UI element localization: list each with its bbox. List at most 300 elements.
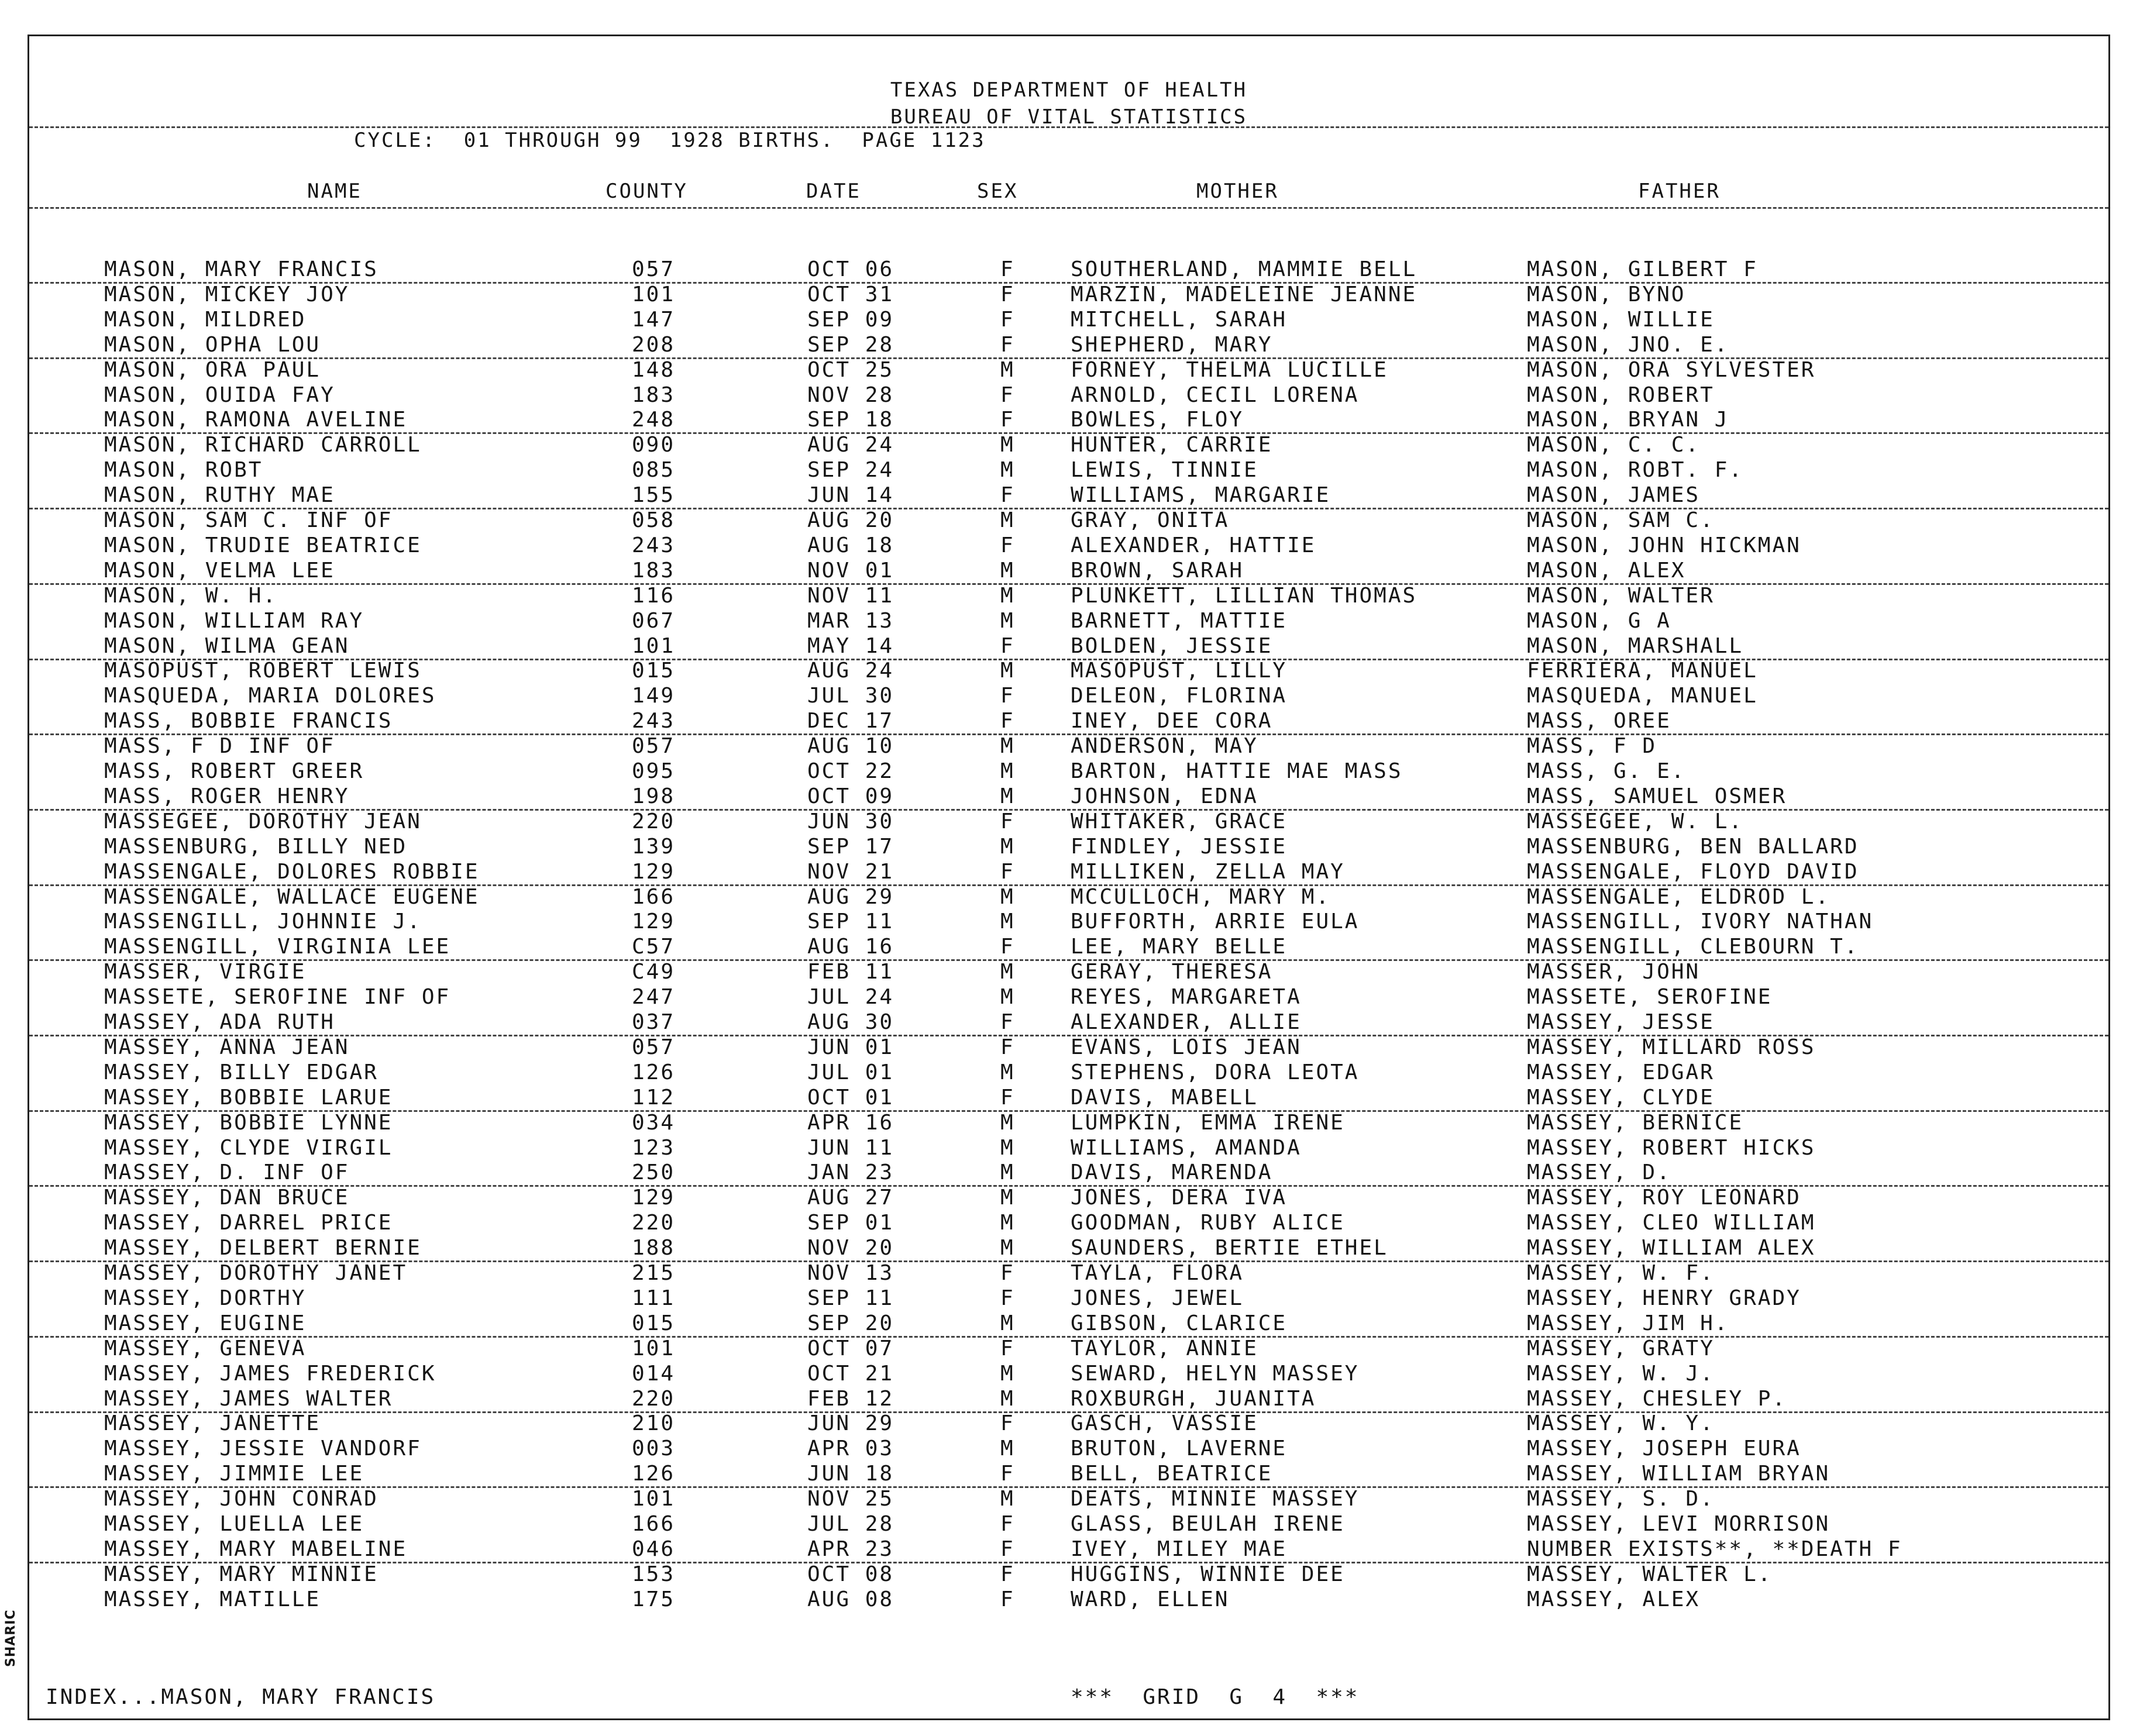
cell-date: AUG 18: [807, 533, 894, 557]
cell-date: AUG 20: [807, 508, 894, 532]
cell-father: MASON, G A: [1527, 608, 1671, 633]
cell-father: MASSEY, CHESLEY P.: [1527, 1386, 1787, 1411]
cell-mother: SAUNDERS, BERTIE ETHEL: [1071, 1236, 1388, 1260]
cell-name: MASSEY, GENEVA: [104, 1336, 307, 1360]
cell-name: MASON, SAM C. INF OF: [104, 508, 393, 532]
cell-county: 015: [632, 659, 676, 683]
cell-mother: ALEXANDER, HATTIE: [1071, 533, 1316, 557]
cell-name: MASSETE, SEROFINE INF OF: [104, 985, 451, 1010]
cell-county: 067: [632, 608, 676, 633]
table-row: [29, 633, 2108, 660]
side-stamp: SHARIC: [4, 1609, 18, 1667]
cell-mother: MASOPUST, LILLY: [1071, 659, 1288, 683]
cell-name: MASSEY, JOHN CONRAD: [104, 1487, 379, 1511]
cell-county: 101: [632, 633, 676, 658]
cell-county: 175: [632, 1587, 676, 1611]
cell-mother: BELL, BEATRICE: [1071, 1462, 1273, 1486]
cell-county: 111: [632, 1286, 676, 1310]
cell-name: MASSEY, LUELLA LEE: [104, 1512, 364, 1536]
cell-mother: GERAY, THERESA: [1071, 960, 1273, 984]
cell-county: 247: [632, 985, 676, 1010]
cell-date: JUN 30: [807, 809, 894, 833]
cell-mother: INEY, DEE CORA: [1071, 709, 1273, 733]
cell-date: OCT 07: [807, 1336, 894, 1360]
table-row: [29, 1587, 2108, 1612]
cell-name: MASS, BOBBIE FRANCIS: [104, 709, 393, 733]
cell-father: MASON, WALTER: [1527, 583, 1715, 608]
cell-father: MASON, BRYAN J: [1527, 408, 1729, 432]
cell-date: APR 03: [807, 1437, 894, 1461]
cell-sex: F: [1000, 809, 1015, 833]
cell-date: SEP 28: [807, 332, 894, 357]
cell-sex: F: [1000, 709, 1015, 733]
cell-mother: IVEY, MILEY MAE: [1071, 1537, 1288, 1561]
cell-name: MASSEY, DARREL PRICE: [104, 1211, 393, 1235]
cell-mother: MCCULLOCH, MARY M.: [1071, 884, 1331, 909]
cell-name: MASON, RAMONA AVELINE: [104, 408, 408, 432]
table-row: [29, 959, 2108, 984]
cell-sex: M: [1000, 1386, 1015, 1411]
cell-name: MASON, TRUDIE BEATRICE: [104, 533, 422, 557]
cell-father: MASON, WILLIE: [1527, 307, 1715, 332]
header-department: TEXAS DEPARTMENT OF HEALTH: [890, 78, 1248, 102]
cell-father: MASSEY, WALTER L.: [1527, 1562, 1773, 1586]
cell-county: 220: [632, 1386, 676, 1411]
table-row: [29, 859, 2108, 886]
cell-name: MASON, WILMA GEAN: [104, 633, 350, 658]
cell-father: MASSEY, MILLARD ROSS: [1527, 1035, 1816, 1059]
cell-name: MASSEY, BOBBIE LARUE: [104, 1085, 393, 1110]
cell-date: NOV 21: [807, 859, 894, 884]
cell-father: MASSEY, HENRY GRADY: [1527, 1286, 1801, 1310]
cell-name: MASON, RUTHY MAE: [104, 483, 335, 508]
cell-date: OCT 31: [807, 282, 894, 306]
cell-date: SEP 11: [807, 910, 894, 934]
cell-sex: M: [1000, 508, 1015, 532]
cell-county: 129: [632, 859, 676, 884]
cell-sex: F: [1000, 282, 1015, 306]
cell-mother: GLASS, BEULAH IRENE: [1071, 1512, 1345, 1536]
cell-sex: F: [1000, 1261, 1015, 1285]
cell-name: MASSEY, DAN BRUCE: [104, 1186, 350, 1210]
cell-sex: M: [1000, 1160, 1015, 1185]
table-row: [29, 733, 2108, 759]
cell-name: MASQUEDA, MARIA DOLORES: [104, 684, 436, 708]
cell-county: 188: [632, 1236, 676, 1260]
cell-county: 250: [632, 1160, 676, 1185]
cell-mother: DEATS, MINNIE MASSEY: [1071, 1487, 1360, 1511]
table-row: [29, 1311, 2108, 1338]
cell-mother: BARNETT, MATTIE: [1071, 608, 1288, 633]
table-row: [29, 1185, 2108, 1210]
cell-mother: REYES, MARGARETA: [1071, 985, 1302, 1010]
cell-date: OCT 25: [807, 357, 894, 382]
cell-mother: MITCHELL, SARAH: [1071, 307, 1288, 332]
cell-sex: M: [1000, 985, 1015, 1010]
cell-name: MASON, OUIDA FAY: [104, 383, 335, 407]
cell-father: MASSEY, JOSEPH EURA: [1527, 1437, 1801, 1461]
cell-sex: F: [1000, 533, 1015, 557]
cell-mother: FINDLEY, JESSIE: [1071, 834, 1288, 859]
table-row: [29, 1135, 2108, 1160]
table-row: [29, 759, 2108, 784]
cell-mother: SEWARD, HELYN MASSEY: [1071, 1361, 1360, 1386]
cell-county: 095: [632, 759, 676, 783]
cell-county: 112: [632, 1085, 676, 1110]
table-row: [29, 1486, 2108, 1511]
cell-sex: M: [1000, 659, 1015, 683]
table-row: [29, 809, 2108, 834]
table-row: [29, 784, 2108, 811]
cell-sex: M: [1000, 1311, 1015, 1335]
cell-sex: M: [1000, 1487, 1015, 1511]
divider: [29, 126, 2108, 128]
cell-date: MAY 14: [807, 633, 894, 658]
cell-date: OCT 01: [807, 1085, 894, 1110]
cell-date: MAR 13: [807, 608, 894, 633]
cell-name: MASON, MICKEY JOY: [104, 282, 350, 306]
cell-name: MASON, VELMA LEE: [104, 558, 335, 583]
cell-name: MASON, ORA PAUL: [104, 357, 321, 382]
cell-county: 220: [632, 1211, 676, 1235]
cell-father: MASON, MARSHALL: [1527, 633, 1744, 658]
cell-father: MASSEY, LEVI MORRISON: [1527, 1512, 1831, 1536]
cell-father: MASSEY, GRATY: [1527, 1336, 1715, 1360]
cell-county: 057: [632, 257, 676, 281]
table-row: [29, 432, 2108, 457]
table-row: [29, 1336, 2108, 1361]
cell-mother: GRAY, ONITA: [1071, 508, 1230, 532]
cell-sex: F: [1000, 307, 1015, 332]
cell-date: APR 16: [807, 1110, 894, 1135]
cell-mother: BRUTON, LAVERNE: [1071, 1437, 1288, 1461]
cell-father: MASSEY, ROBERT HICKS: [1527, 1135, 1816, 1160]
cell-date: JAN 23: [807, 1160, 894, 1185]
cell-father: MASSEY, WILLIAM BRYAN: [1527, 1462, 1831, 1486]
cell-mother: TAYLOR, ANNIE: [1071, 1336, 1258, 1360]
cell-county: 057: [632, 1035, 676, 1059]
cell-name: MASSEY, EUGINE: [104, 1311, 307, 1335]
cell-father: MASSENGILL, CLEBOURN T.: [1527, 935, 1859, 959]
cell-sex: F: [1000, 257, 1015, 281]
cell-father: MASSENGALE, ELDROD L.: [1527, 884, 1831, 909]
cell-county: 034: [632, 1110, 676, 1135]
cell-date: JUN 29: [807, 1411, 894, 1436]
cell-father: MASSETE, SEROFINE: [1527, 985, 1773, 1010]
cell-father: MASS, F D: [1527, 734, 1657, 759]
cell-date: FEB 11: [807, 960, 894, 984]
table-row: [29, 1110, 2108, 1135]
table-row: [29, 583, 2108, 608]
cell-sex: M: [1000, 1437, 1015, 1461]
cell-father: MASSEY, EDGAR: [1527, 1060, 1715, 1084]
cell-date: APR 23: [807, 1537, 894, 1561]
cell-county: 183: [632, 383, 676, 407]
cell-name: MASON, OPHA LOU: [104, 332, 321, 357]
cell-county: 129: [632, 910, 676, 934]
cell-mother: BOLDEN, JESSIE: [1071, 633, 1273, 658]
table-row: [29, 608, 2108, 633]
header-cycle: CYCLE: 01 THROUGH 99 1928 BIRTHS. PAGE 1123: [354, 129, 986, 152]
cell-date: AUG 29: [807, 884, 894, 909]
cell-sex: M: [1000, 910, 1015, 934]
cell-date: OCT 09: [807, 784, 894, 808]
table-row: [29, 1436, 2108, 1461]
cell-county: 085: [632, 458, 676, 483]
table-row: [29, 1060, 2108, 1085]
table-row: [29, 1537, 2108, 1563]
table-row: [29, 457, 2108, 483]
cell-date: AUG 10: [807, 734, 894, 759]
table-row: [29, 282, 2108, 307]
cell-mother: BOWLES, FLOY: [1071, 408, 1244, 432]
cell-sex: M: [1000, 759, 1015, 783]
cell-father: MASSEY, JIM H.: [1527, 1311, 1729, 1335]
cell-county: 126: [632, 1462, 676, 1486]
table-row: [29, 1035, 2108, 1060]
cell-name: MASON, W. H.: [104, 583, 278, 608]
cell-sex: F: [1000, 332, 1015, 357]
cell-father: NUMBER EXISTS**, **DEATH F: [1527, 1537, 1902, 1561]
cell-county: 003: [632, 1437, 676, 1461]
table-row: [29, 407, 2108, 434]
cell-name: MASSEY, DORTHY: [104, 1286, 307, 1310]
cell-county: 210: [632, 1411, 676, 1436]
col-header-father: FATHER: [1638, 180, 1721, 203]
cell-date: NOV 20: [807, 1236, 894, 1260]
cell-mother: BARTON, HATTIE MAE MASS: [1071, 759, 1403, 783]
cell-date: SEP 01: [807, 1211, 894, 1235]
table-row: [29, 1562, 2108, 1587]
cell-father: MASSEY, CLEO WILLIAM: [1527, 1211, 1816, 1235]
col-header-sex: SEX: [977, 180, 1019, 203]
cell-mother: FORNEY, THELMA LUCILLE: [1071, 357, 1388, 382]
cell-date: SEP 11: [807, 1286, 894, 1310]
cell-name: MASSEY, DOROTHY JANET: [104, 1261, 408, 1285]
cell-name: MASON, MILDRED: [104, 307, 307, 332]
cell-father: MASSEY, ALEX: [1527, 1587, 1701, 1611]
table-row: [29, 909, 2108, 934]
footer-index: INDEX...MASON, MARY FRANCIS: [46, 1685, 436, 1709]
cell-county: 101: [632, 282, 676, 306]
cell-father: MASON, SAM C.: [1527, 508, 1715, 532]
cell-mother: DELEON, FLORINA: [1071, 684, 1288, 708]
cell-mother: LUMPKIN, EMMA IRENE: [1071, 1110, 1345, 1135]
cell-father: MASSENGILL, IVORY NATHAN: [1527, 910, 1874, 934]
cell-father: MASON, ORA SYLVESTER: [1527, 357, 1816, 382]
cell-sex: F: [1000, 408, 1015, 432]
cell-mother: PLUNKETT, LILLIAN THOMAS: [1071, 583, 1418, 608]
cell-name: MASSEY, MARY MABELINE: [104, 1537, 408, 1561]
cell-father: MASON, ALEX: [1527, 558, 1686, 583]
cell-sex: M: [1000, 458, 1015, 483]
col-header-date: DATE: [806, 180, 861, 203]
cell-mother: SHEPHERD, MARY: [1071, 332, 1273, 357]
cell-date: JUL 28: [807, 1512, 894, 1536]
cell-mother: ANDERSON, MAY: [1071, 734, 1258, 759]
cell-date: AUG 16: [807, 935, 894, 959]
cell-date: OCT 08: [807, 1562, 894, 1586]
cell-date: JUL 24: [807, 985, 894, 1010]
cell-mother: JOHNSON, EDNA: [1071, 784, 1258, 808]
cell-mother: HUNTER, CARRIE: [1071, 433, 1273, 457]
cell-mother: LEWIS, TINNIE: [1071, 458, 1258, 483]
cell-name: MASSEY, CLYDE VIRGIL: [104, 1135, 393, 1160]
cell-date: AUG 24: [807, 433, 894, 457]
cell-name: MASSEY, ANNA JEAN: [104, 1035, 350, 1059]
cell-name: MASSEY, ADA RUTH: [104, 1010, 335, 1034]
cell-mother: ARNOLD, CECIL LORENA: [1071, 383, 1360, 407]
cell-county: 243: [632, 709, 676, 733]
cell-county: 208: [632, 332, 676, 357]
cell-county: 198: [632, 784, 676, 808]
cell-sex: F: [1000, 859, 1015, 884]
footer-grid: *** GRID G 4 ***: [1071, 1685, 1360, 1709]
cell-county: 037: [632, 1010, 676, 1034]
cell-date: JUN 18: [807, 1462, 894, 1486]
cell-name: MASSENGILL, JOHNNIE J.: [104, 910, 422, 934]
table-row: [29, 1386, 2108, 1413]
table-row: [29, 984, 2108, 1010]
cell-name: MASSEY, JIMMIE LEE: [104, 1462, 364, 1486]
cell-sex: M: [1000, 960, 1015, 984]
cell-county: 139: [632, 834, 676, 859]
cell-county: 126: [632, 1060, 676, 1084]
cell-name: MASSENGILL, VIRGINIA LEE: [104, 935, 451, 959]
cell-mother: WHITAKER, GRACE: [1071, 809, 1288, 833]
cell-father: MASSEY, S. D.: [1527, 1487, 1715, 1511]
table-row: [29, 558, 2108, 585]
cell-father: MASON, ROBERT: [1527, 383, 1715, 407]
table-row: [29, 708, 2108, 735]
cell-name: MASSEY, JESSIE VANDORF: [104, 1437, 422, 1461]
cell-mother: BROWN, SARAH: [1071, 558, 1244, 583]
cell-date: JUN 11: [807, 1135, 894, 1160]
table-row: [29, 834, 2108, 859]
table-row: [29, 934, 2108, 961]
cell-father: MASSEY, CLYDE: [1527, 1085, 1715, 1110]
cell-father: MASSEY, JESSE: [1527, 1010, 1715, 1034]
cell-sex: F: [1000, 383, 1015, 407]
cell-mother: MILLIKEN, ZELLA MAY: [1071, 859, 1345, 884]
cell-date: JUL 30: [807, 684, 894, 708]
cell-name: MASSEY, MATILLE: [104, 1587, 321, 1611]
table-row: [29, 483, 2108, 509]
cell-father: MASON, C. C.: [1527, 433, 1701, 457]
cell-sex: M: [1000, 1135, 1015, 1160]
cell-date: SEP 20: [807, 1311, 894, 1335]
cell-father: MASS, G. E.: [1527, 759, 1686, 783]
cell-mother: EVANS, LOIS JEAN: [1071, 1035, 1302, 1059]
cell-mother: ROXBURGH, JUANITA: [1071, 1386, 1316, 1411]
cell-name: MASON, MARY FRANCIS: [104, 257, 379, 281]
table-row: [29, 1361, 2108, 1386]
cell-father: MASSENGALE, FLOYD DAVID: [1527, 859, 1859, 884]
cell-mother: JONES, DERA IVA: [1071, 1186, 1288, 1210]
cell-sex: M: [1000, 558, 1015, 583]
cell-sex: M: [1000, 608, 1015, 633]
cell-county: 123: [632, 1135, 676, 1160]
cell-father: MASSENBURG, BEN BALLARD: [1527, 834, 1859, 859]
cell-father: MASON, JOHN HICKMAN: [1527, 533, 1801, 557]
cell-county: 101: [632, 1487, 676, 1511]
table-row: [29, 307, 2108, 332]
cell-county: 046: [632, 1537, 676, 1561]
cell-sex: F: [1000, 1587, 1015, 1611]
cell-sex: F: [1000, 1537, 1015, 1561]
cell-mother: TAYLA, FLORA: [1071, 1261, 1244, 1285]
cell-sex: M: [1000, 784, 1015, 808]
cell-name: MASSEY, BILLY EDGAR: [104, 1060, 379, 1084]
cell-name: MASON, WILLIAM RAY: [104, 608, 364, 633]
cell-father: MASSER, JOHN: [1527, 960, 1701, 984]
cell-sex: M: [1000, 433, 1015, 457]
cell-date: NOV 28: [807, 383, 894, 407]
cell-mother: MARZIN, MADELEINE JEANNE: [1071, 282, 1418, 306]
cell-date: DEC 17: [807, 709, 894, 733]
cell-mother: WILLIAMS, MARGARIE: [1071, 483, 1331, 508]
table-row: [29, 533, 2108, 558]
cell-county: 129: [632, 1186, 676, 1210]
cell-father: MASON, BYNO: [1527, 282, 1686, 306]
table-row: [29, 1160, 2108, 1187]
table-row: [29, 884, 2108, 910]
cell-county: 215: [632, 1261, 676, 1285]
cell-sex: M: [1000, 1110, 1015, 1135]
cell-sex: M: [1000, 1060, 1015, 1084]
cell-name: MASOPUST, ROBERT LEWIS: [104, 659, 422, 683]
cell-date: AUG 08: [807, 1587, 894, 1611]
col-header-name: NAME: [307, 180, 362, 203]
cell-mother: ALEXANDER, ALLIE: [1071, 1010, 1302, 1034]
cell-mother: BUFFORTH, ARRIE EULA: [1071, 910, 1360, 934]
cell-mother: WARD, ELLEN: [1071, 1587, 1230, 1611]
cell-county: 014: [632, 1361, 676, 1386]
cell-mother: WILLIAMS, AMANDA: [1071, 1135, 1302, 1160]
cell-name: MASSENGALE, DOLORES ROBBIE: [104, 859, 480, 884]
cell-father: MASSEY, D.: [1527, 1160, 1671, 1185]
cell-county: 149: [632, 684, 676, 708]
cell-county: 090: [632, 433, 676, 457]
table-row: [29, 1461, 2108, 1488]
cell-sex: M: [1000, 884, 1015, 909]
cell-county: 058: [632, 508, 676, 532]
cell-date: OCT 21: [807, 1361, 894, 1386]
cell-sex: M: [1000, 357, 1015, 382]
cell-date: SEP 09: [807, 307, 894, 332]
cell-name: MASSEY, BOBBIE LYNNE: [104, 1110, 393, 1135]
cell-date: NOV 25: [807, 1487, 894, 1511]
cell-sex: F: [1000, 1085, 1015, 1110]
cell-county: 166: [632, 884, 676, 909]
table-row: [29, 257, 2108, 284]
cell-father: MASSEY, BERNICE: [1527, 1110, 1744, 1135]
header-bureau: BUREAU OF VITAL STATISTICS: [890, 105, 1248, 129]
cell-father: MASON, GILBERT F: [1527, 257, 1758, 281]
cell-name: MASSEY, JANETTE: [104, 1411, 321, 1436]
cell-mother: DAVIS, MABELL: [1071, 1085, 1258, 1110]
cell-date: AUG 27: [807, 1186, 894, 1210]
table-row: [29, 1286, 2108, 1311]
cell-name: MASS, ROBERT GREER: [104, 759, 364, 783]
cell-sex: F: [1000, 1462, 1015, 1486]
cell-county: 155: [632, 483, 676, 508]
cell-date: NOV 11: [807, 583, 894, 608]
cell-sex: F: [1000, 483, 1015, 508]
cell-date: JUL 01: [807, 1060, 894, 1084]
table-row: [29, 658, 2108, 683]
cell-father: MASS, SAMUEL OSMER: [1527, 784, 1787, 808]
